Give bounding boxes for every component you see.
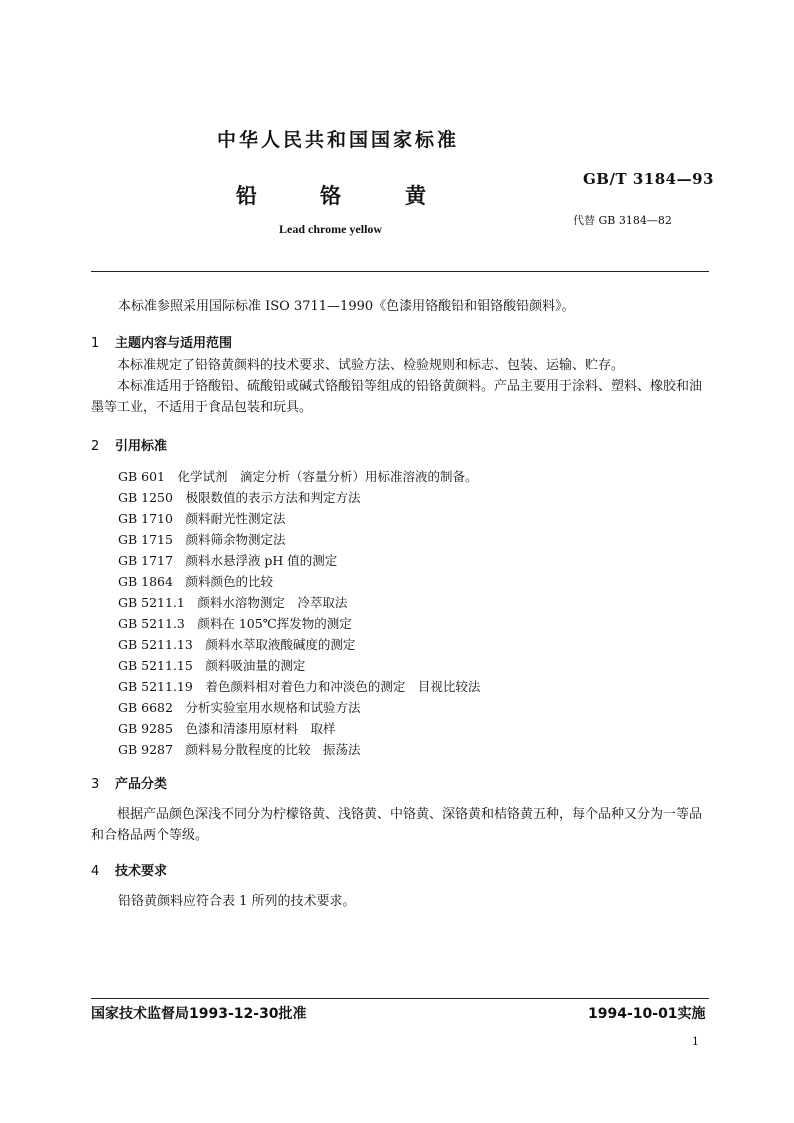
section-number: 3: [91, 777, 100, 792]
section-number: 1: [91, 336, 100, 351]
section-4-heading: [91, 860, 167, 879]
reference-item: GB 5211.3 颜料在 105℃挥发物的测定: [118, 616, 352, 631]
reference-item: GB 5211.13 颜料水萃取液酸碱度的测定: [118, 637, 356, 652]
section-1-paragraph-2: 本标准适用于铬酸铅、硫酸铅或碱式铬酸铅等组成的铅铬黄颜料。产品主要用于涂料、塑料、橡胶和油墨等工业，不适用于食品包装和玩具。: [91, 379, 703, 415]
reference-item: GB 1250 极限数值的表示方法和判定方法: [118, 490, 361, 505]
reference-item: GB 5211.19 着色颜料相对着色力和冲淡色的测定 目视比较法: [118, 679, 481, 694]
header-divider: [91, 271, 709, 272]
replaces-standard: 代替 GB 3184—82: [573, 214, 672, 227]
title-char-2: 铬: [320, 184, 341, 208]
section-number: 2: [91, 439, 100, 454]
section-1-paragraph-1: 本标准规定了铅铬黄颜料的技术要求、试验方法、检验规则和标志、包装、运输、贮存。: [117, 358, 625, 373]
reference-item: GB 1717 颜料水悬浮液 pH 值的测定: [118, 553, 338, 568]
reference-item: GB 1710 颜料耐光性测定法: [118, 511, 286, 526]
reference-item: GB 5211.15 颜料吸油量的测定: [118, 658, 306, 673]
section-number: 4: [91, 864, 100, 879]
page-number: 1: [692, 1035, 699, 1048]
intro-text: 本标准参照采用国际标准 ISO 3711—1990《色漆用铬酸铅和钼铬酸铅颜料》。: [118, 299, 575, 314]
section-1-heading: [91, 332, 232, 351]
section-3-heading: [91, 773, 167, 792]
section-title: 引用标准: [115, 439, 168, 454]
section-title: 产品分类: [115, 777, 168, 792]
section-3-paragraph: 根据产品颜色深浅不同分为柠檬铬黄、浅铬黄、中铬黄、深铬黄和桔铬黄五种，每个品种又分为一等品和合格品两个等级。: [91, 807, 703, 843]
reference-item: GB 5211.1 颜料水溶物测定 冷萃取法: [118, 595, 348, 610]
title-char-1: 铅: [236, 184, 257, 208]
section-title: 主题内容与适用范围: [115, 336, 233, 351]
approval-date: 国家技术监督局1993-12-30批准: [91, 1006, 307, 1022]
reference-item: GB 9287 颜料易分散程度的比较 振荡法: [118, 742, 361, 757]
reference-item: GB 9285 色漆和清漆用原材料 取样: [118, 721, 336, 736]
reference-item: GB 1864 颜料颜色的比较: [118, 574, 273, 589]
section-title: 技术要求: [115, 864, 168, 879]
reference-item: GB 1715 颜料筛余物测定法: [118, 532, 286, 547]
implementation-date: 1994-10-01实施: [588, 1006, 706, 1022]
section-4-paragraph: 铅铬黄颜料应符合表 1 所列的技术要求。: [118, 894, 356, 909]
section-2-heading: [91, 435, 167, 454]
title-char-3: 黄: [405, 184, 426, 208]
reference-item: GB 6682 分析实验室用水规格和试验方法: [118, 700, 361, 715]
english-title: Lead chrome yellow: [279, 222, 383, 236]
national-standard-title: 中华人民共和国国家标准: [217, 129, 460, 151]
standard-number: GB/T 3184—93: [583, 170, 714, 188]
footer-divider: [91, 998, 709, 999]
reference-item: GB 601 化学试剂 滴定分析（容量分析）用标准溶液的制备。: [118, 469, 478, 484]
